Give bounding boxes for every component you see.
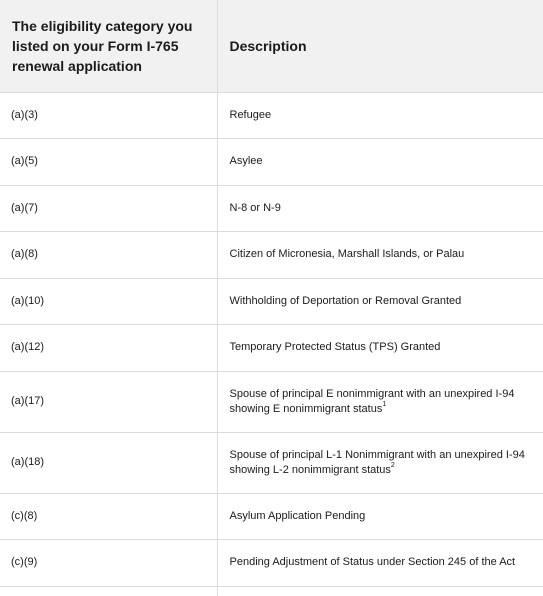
description-text: Citizen of Micronesia, Marshall Islands, or Palau <box>229 248 465 261</box>
category-code: (a)(5) <box>0 139 217 186</box>
category-description <box>217 278 543 325</box>
category-description <box>217 493 543 540</box>
table-row <box>0 92 543 139</box>
category-code: (a)(8) <box>0 232 217 279</box>
category-code: (a)(7) <box>0 185 217 232</box>
header-row <box>0 0 543 92</box>
category-description <box>217 432 543 493</box>
table-row <box>0 371 543 432</box>
table-row <box>0 540 543 587</box>
table-row <box>0 432 543 493</box>
description-text: Temporary Protected Status (TPS) Granted <box>229 341 441 354</box>
footnote-marker[interactable]: 1 <box>382 400 387 408</box>
table-row-partial <box>0 586 543 596</box>
description-text: N-8 or N-9 <box>229 201 281 214</box>
category-description <box>217 232 543 279</box>
table-row <box>0 325 543 372</box>
category-code: (a)(10) <box>0 278 217 325</box>
category-code: (a)(17) <box>0 371 217 432</box>
table-header <box>0 0 543 92</box>
category-code: (a)(18) <box>0 432 217 493</box>
description-text: Asylum Application Pending <box>229 509 366 522</box>
table-row <box>0 232 543 279</box>
category-description <box>217 139 543 186</box>
category-code: (c)(8) <box>0 493 217 540</box>
cut-off-cell <box>217 586 543 596</box>
category-description <box>217 325 543 372</box>
category-description <box>217 371 543 432</box>
table-body <box>0 92 543 596</box>
header-description: Description <box>217 0 543 92</box>
category-description <box>217 185 543 232</box>
category-code: (a)(3) <box>0 92 217 139</box>
footnote-marker[interactable]: 2 <box>390 461 395 469</box>
description-text: Spouse of principal L-1 Nonimmigrant with an unexpired I-94 showing L-2 nonimmigrant status <box>229 448 525 476</box>
description-text: Withholding of Deportation or Removal Granted <box>229 294 462 307</box>
table-row <box>0 493 543 540</box>
cut-off-cell <box>0 586 217 596</box>
description-text: Refugee <box>229 108 272 121</box>
table-row <box>0 185 543 232</box>
table-row <box>0 278 543 325</box>
table-row <box>0 139 543 186</box>
category-code: (c)(9) <box>0 540 217 587</box>
description-text: Spouse of principal E nonimmigrant with an unexpired I-94 showing E nonimmigrant status <box>229 387 515 415</box>
header-eligibility-category: The eligibility category you listed on your Form I-765 renewal application <box>0 0 217 92</box>
description-text: Asylee <box>229 155 263 168</box>
category-code: (a)(12) <box>0 325 217 372</box>
category-description <box>217 540 543 587</box>
description-text: Pending Adjustment of Status under Section 245 of the Act <box>229 556 516 569</box>
category-description <box>217 92 543 139</box>
